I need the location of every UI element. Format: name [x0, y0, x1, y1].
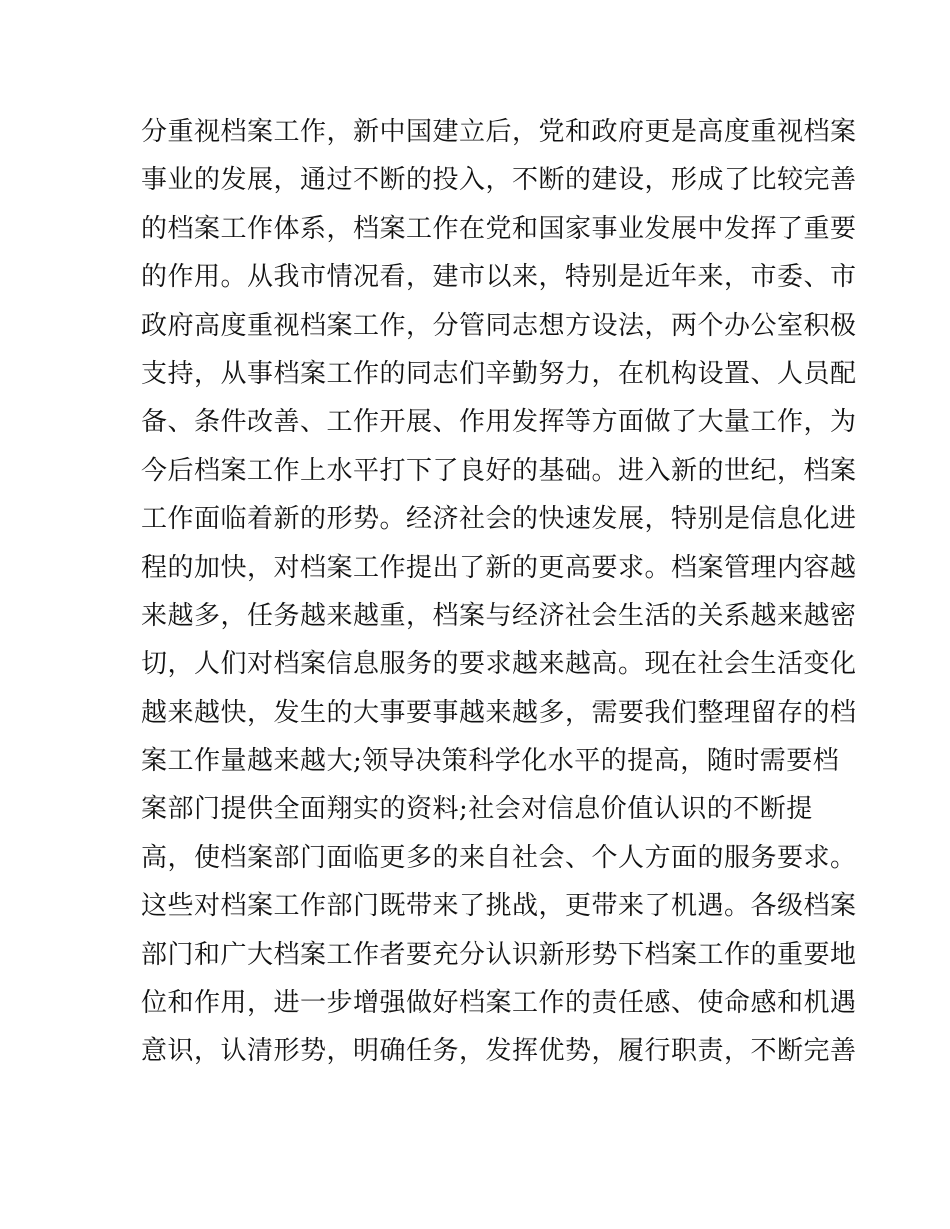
- text-line: 案部门提供全面翔实的资料;社会对信息价值认识的不断提: [141, 794, 813, 825]
- text-line: 意识，认清形势，明确任务，发挥优势，履行职责，不断完善: [141, 1036, 857, 1067]
- text-line: 今后档案工作上水平打下了良好的基础。进入新的世纪，档案: [141, 455, 857, 486]
- text-line: 的作用。从我市情况看，建市以来，特别是近年来，市委、市: [141, 262, 857, 293]
- text-line: 来越多，任务越来越重，档案与经济社会生活的关系越来越密: [141, 600, 857, 631]
- text-line: 案工作量越来越大;领导决策科学化水平的提高，随时需要档: [141, 746, 840, 777]
- body-text: [141, 108, 857, 1076]
- text-line: 切，人们对档案信息服务的要求越来越高。现在社会生活变化: [141, 649, 857, 680]
- text-line: 工作面临着新的形势。经济社会的快速发展，特别是信息化进: [141, 504, 857, 535]
- text-line: 程的加快，对档案工作提出了新的更高要求。档案管理内容越: [141, 552, 857, 583]
- text-line: 事业的发展，通过不断的投入，不断的建设，形成了比较完善: [141, 165, 857, 196]
- text-line: 支持，从事档案工作的同志们辛勤努力，在机构设置、人员配: [141, 358, 857, 389]
- text-line: 分重视档案工作，新中国建立后，党和政府更是高度重视档案: [141, 117, 857, 147]
- text-line: 位和作用，进一步增强做好档案工作的责任感、使命感和机遇: [141, 988, 857, 1019]
- text-line: 这些对档案工作部门既带来了挑战，更带来了机遇。各级档案: [141, 891, 857, 922]
- text-line: 政府高度重视档案工作，分管同志想方设法，两个办公室积极: [141, 310, 857, 341]
- text-line: 的档案工作体系，档案工作在党和国家事业发展中发挥了重要: [141, 213, 857, 244]
- text-line: 部门和广大档案工作者要充分认识新形势下档案工作的重要地: [141, 939, 857, 970]
- text-line: 备、条件改善、工作开展、作用发挥等方面做了大量工作，为: [141, 407, 857, 438]
- text-line: 越来越快，发生的大事要事越来越多，需要我们整理留存的档: [141, 697, 857, 728]
- text-line: 高，使档案部门面临更多的来自社会、个人方面的服务要求。: [141, 842, 857, 873]
